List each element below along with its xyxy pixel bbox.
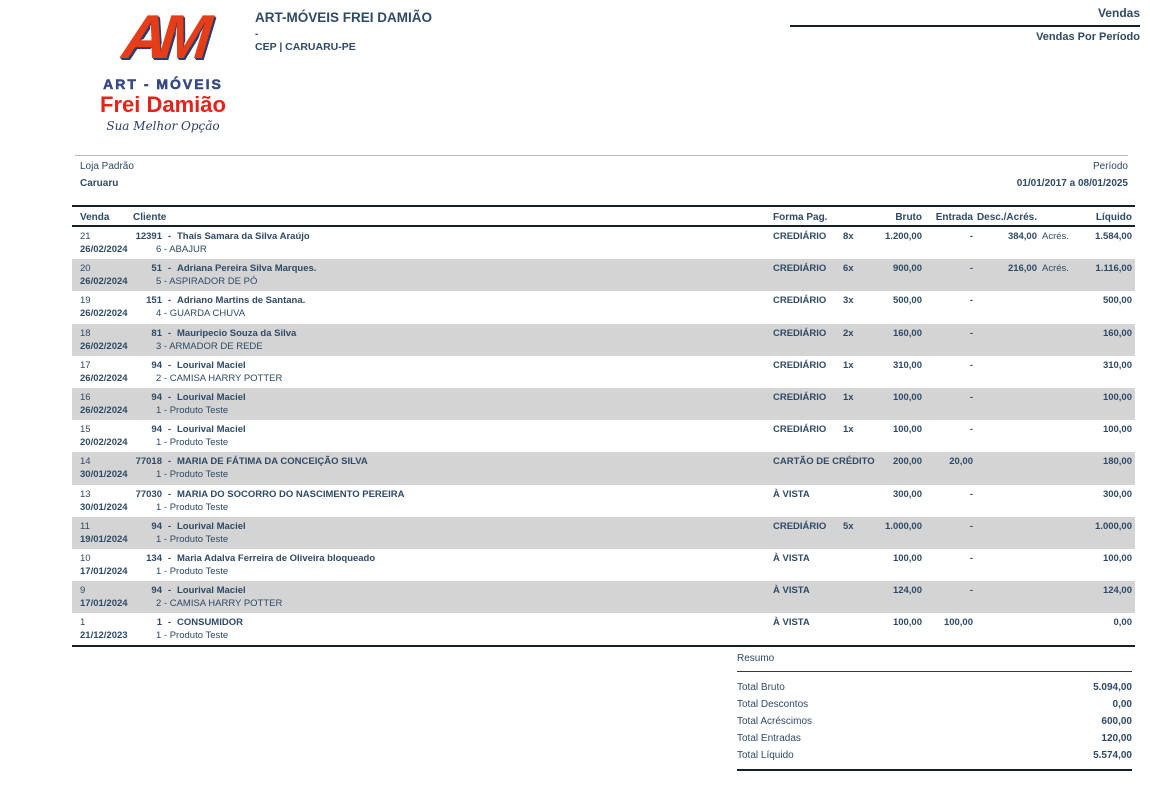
net-value: 180,00: [1102, 456, 1132, 468]
net-value: 1.584,00: [1095, 231, 1132, 242]
client-dash: -: [168, 617, 172, 629]
summary-row: [737, 679, 1132, 696]
net-value: 310,00: [1102, 359, 1132, 371]
client-dash: -: [168, 585, 172, 597]
payment-method: CREDIÁRIO: [773, 424, 827, 436]
client-code: 1: [156, 617, 162, 629]
net-value: 500,00: [1102, 295, 1132, 307]
client-dash: -: [168, 327, 172, 339]
sale-number: 15: [80, 424, 91, 436]
payment-method: CREDIÁRIO: [773, 359, 827, 371]
table-row: [72, 227, 1135, 259]
surcharge-label: Acrés.: [1042, 263, 1069, 275]
table-row: [72, 388, 1135, 420]
client-code: 134: [146, 552, 162, 564]
col-header-bruto: Bruto: [895, 212, 922, 223]
table-row: [72, 517, 1135, 549]
client-code: 94: [151, 359, 162, 371]
client-code: 77030: [135, 488, 162, 500]
gross-value: 310,00: [892, 359, 922, 371]
product-line: 2 - CAMISA HARRY POTTER: [156, 598, 283, 610]
client-dash: -: [168, 391, 172, 403]
summary-row: [737, 747, 1132, 764]
sale-number: 17: [80, 359, 91, 371]
client-name: Lourival Maciel: [177, 585, 246, 597]
payment-method: CREDIÁRIO: [773, 520, 827, 532]
down-payment-value: -: [969, 327, 973, 339]
down-payment-value: -: [969, 295, 973, 307]
gross-value: 200,00: [892, 456, 922, 468]
client-name: Lourival Maciel: [177, 391, 246, 403]
installments: 3x: [843, 295, 854, 307]
company-logo: [88, 3, 238, 133]
sale-date: 26/02/2024: [80, 372, 128, 384]
payment-method: À VISTA: [773, 552, 810, 564]
summary-row: [737, 730, 1132, 747]
summary-panel: [737, 653, 1132, 771]
down-payment-value: -: [969, 552, 973, 564]
net-value: 160,00: [1102, 327, 1132, 339]
client-dash: -: [168, 231, 172, 242]
client-name: Thaís Samara da Silva Araújo: [177, 231, 310, 242]
store-label: Loja Padrão: [80, 161, 134, 172]
down-payment-value: -: [969, 488, 973, 500]
payment-method: CREDIÁRIO: [773, 327, 827, 339]
surcharge-label: Acrés.: [1042, 231, 1069, 242]
client-name: CONSUMIDOR: [177, 617, 243, 629]
product-line: 1 - Produto Teste: [156, 565, 229, 577]
sale-number: 13: [80, 488, 91, 500]
client-name: Adriana Pereira Silva Marques.: [177, 263, 317, 275]
payment-method: CREDIÁRIO: [773, 263, 827, 275]
company-dash: -: [255, 29, 259, 40]
installments: 6x: [843, 263, 854, 275]
client-dash: -: [168, 488, 172, 500]
gross-value: 160,00: [892, 327, 922, 339]
col-header-forma-pag: Forma Pag.: [773, 212, 828, 223]
client-code: 77018: [135, 456, 162, 468]
surcharge-value: 216,00: [1007, 263, 1037, 275]
client-name: MARIA DO SOCORRO DO NASCIMENTO PEREIRA: [177, 488, 405, 500]
gross-value: 124,00: [892, 585, 922, 597]
net-value: 0,00: [1113, 617, 1132, 629]
payment-method: CREDIÁRIO: [773, 295, 827, 307]
summary-value: 120,00: [1101, 733, 1132, 744]
store-value: Caruaru: [80, 178, 119, 189]
down-payment-value: -: [969, 424, 973, 436]
client-name: Maria Adalva Ferreira de Oliveira bloqueado: [177, 552, 376, 564]
installments: 5x: [843, 520, 854, 532]
client-code: 94: [151, 520, 162, 532]
company-address: CEP | CARUARU-PE: [255, 41, 356, 53]
sale-date: 17/01/2024: [80, 598, 128, 610]
down-payment-value: -: [969, 585, 973, 597]
down-payment-value: -: [969, 263, 973, 275]
client-name: Mauripecio Souza da Silva: [177, 327, 297, 339]
product-line: 1 - Produto Teste: [156, 437, 229, 449]
product-line: 1 - Produto Teste: [156, 630, 229, 642]
net-value: 100,00: [1102, 391, 1132, 403]
client-code: 94: [151, 391, 162, 403]
sale-date: 20/02/2024: [80, 437, 128, 449]
gross-value: 100,00: [892, 424, 922, 436]
client-code: 151: [146, 295, 162, 307]
payment-method: À VISTA: [773, 617, 810, 629]
down-payment-value: 100,00: [943, 617, 973, 629]
logo-brand-line1: ART - MÓVEIS: [103, 76, 223, 92]
client-name: Lourival Maciel: [177, 424, 246, 436]
report-heading: [790, 6, 1140, 43]
logo-tagline: Sua Melhor Opção: [106, 119, 220, 133]
sale-date: 19/01/2024: [80, 533, 128, 545]
down-payment-value: -: [969, 520, 973, 532]
installments: 2x: [843, 327, 854, 339]
summary-value: 5.094,00: [1093, 682, 1132, 693]
client-code: 94: [151, 585, 162, 597]
sale-number: 18: [80, 327, 91, 339]
gross-value: 900,00: [892, 263, 922, 275]
client-dash: -: [168, 456, 172, 468]
client-dash: -: [168, 359, 172, 371]
net-value: 300,00: [1102, 488, 1132, 500]
client-code: 12391: [135, 231, 162, 242]
gross-value: 100,00: [892, 391, 922, 403]
product-line: 5 - ASPIRADOR DE PÓ: [156, 276, 258, 288]
net-value: 100,00: [1102, 552, 1132, 564]
down-payment-value: -: [969, 231, 973, 242]
payment-method: À VISTA: [773, 488, 810, 500]
summary-row: [737, 696, 1132, 713]
net-value: 1.116,00: [1095, 263, 1132, 275]
sale-date: 30/01/2024: [80, 469, 128, 481]
summary-value: 600,00: [1101, 716, 1132, 727]
sale-date: 26/02/2024: [80, 340, 128, 352]
product-line: 1 - Produto Teste: [156, 501, 229, 513]
summary-label: Total Líquido: [737, 750, 794, 761]
payment-method: CARTÃO DE CRÉDITO: [773, 456, 875, 468]
client-code: 81: [151, 327, 162, 339]
sale-number: 21: [80, 231, 91, 242]
client-dash: -: [168, 520, 172, 532]
table-row: [72, 420, 1135, 452]
client-code: 51: [151, 263, 162, 275]
installments: 8x: [843, 231, 854, 242]
sale-number: 19: [80, 295, 91, 307]
gross-value: 1.000,00: [885, 520, 922, 532]
period-label: Período: [1092, 161, 1128, 172]
client-dash: -: [168, 424, 172, 436]
logo-monogram: AM: [119, 3, 207, 72]
net-value: 1.000,00: [1095, 520, 1132, 532]
net-value: 100,00: [1102, 424, 1132, 436]
sale-number: 20: [80, 263, 91, 275]
gross-value: 100,00: [892, 552, 922, 564]
payment-method: À VISTA: [773, 585, 810, 597]
logo-brand-line2: Frei Damião: [100, 92, 226, 117]
sale-number: 11: [80, 520, 90, 532]
gross-value: 500,00: [892, 295, 922, 307]
net-value: 124,00: [1102, 585, 1132, 597]
table-row: [72, 452, 1135, 484]
table-row: [72, 259, 1135, 291]
table-row: [72, 485, 1135, 517]
installments: 1x: [843, 424, 854, 436]
filters-divider: [75, 155, 1128, 156]
sale-number: 9: [80, 585, 86, 597]
summary-value: 0,00: [1112, 699, 1132, 710]
table-row: [72, 324, 1135, 356]
table-row: [72, 549, 1135, 581]
summary-items: [737, 679, 1132, 771]
sale-date: 17/01/2024: [80, 565, 128, 577]
client-name: Adriano Martins de Santana.: [177, 295, 306, 307]
report-module: Vendas: [790, 6, 1140, 27]
summary-label: Total Acréscimos: [737, 716, 813, 727]
client-name: Lourival Maciel: [177, 520, 246, 532]
sale-date: 21/12/2023: [80, 630, 128, 642]
sale-date: 26/02/2024: [80, 276, 128, 288]
product-line: 1 - Produto Teste: [156, 533, 229, 545]
table-row: [72, 356, 1135, 388]
summary-label: Total Bruto: [737, 682, 785, 693]
payment-method: CREDIÁRIO: [773, 391, 827, 403]
down-payment-value: -: [969, 359, 973, 371]
summary-label: Total Descontos: [737, 699, 809, 710]
gross-value: 1.200,00: [885, 231, 922, 242]
period-value: 01/01/2017 a 08/01/2025: [1016, 178, 1128, 189]
col-header-venda: Venda: [80, 212, 110, 223]
summary-label: Total Entradas: [737, 733, 801, 744]
summary-value: 5.574,00: [1093, 750, 1132, 761]
table-body: [72, 227, 1135, 647]
sale-date: 26/02/2024: [80, 244, 128, 255]
client-dash: -: [168, 552, 172, 564]
payment-method: CREDIÁRIO: [773, 231, 827, 242]
col-header-liquido: Líquido: [1095, 212, 1132, 223]
sale-date: 26/02/2024: [80, 404, 128, 416]
table-row: [72, 291, 1135, 323]
client-dash: -: [168, 295, 172, 307]
report-title: Vendas Por Período: [1036, 31, 1140, 43]
installments: 1x: [843, 359, 854, 371]
summary-title: Resumo: [737, 653, 1132, 672]
sale-number: 1: [80, 617, 86, 629]
down-payment-value: 20,00: [949, 456, 973, 468]
col-header-desc-acres: Desc./Acrés.: [976, 212, 1037, 223]
company-header: [255, 10, 432, 53]
table-row: [72, 613, 1135, 645]
col-header-cliente: Cliente: [133, 212, 167, 223]
sales-table: [72, 205, 1135, 647]
product-line: 1 - Produto Teste: [156, 469, 229, 481]
sale-date: 30/01/2024: [80, 501, 128, 513]
product-line: 2 - CAMISA HARRY POTTER: [156, 372, 283, 384]
product-line: 1 - Produto Teste: [156, 404, 229, 416]
sale-number: 14: [80, 456, 91, 468]
installments: 1x: [843, 391, 854, 403]
product-line: 6 - ABAJUR: [156, 244, 207, 255]
table-row: [72, 581, 1135, 613]
client-name: Lourival Maciel: [177, 359, 246, 371]
sale-number: 16: [80, 391, 91, 403]
product-line: 4 - GUARDA CHUVA: [156, 308, 246, 320]
company-name: ART-MÓVEIS FREI DAMIÃO: [255, 10, 433, 25]
gross-value: 100,00: [892, 617, 922, 629]
client-dash: -: [168, 263, 172, 275]
client-name: MARIA DE FÁTIMA DA CONCEIÇÃO SILVA: [177, 456, 368, 468]
product-line: 3 - ARMADOR DE REDE: [156, 340, 263, 352]
sale-date: 26/02/2024: [80, 308, 128, 320]
client-code: 94: [151, 424, 162, 436]
gross-value: 300,00: [892, 488, 922, 500]
sale-number: 10: [80, 552, 91, 564]
col-header-entrada: Entrada: [935, 212, 973, 223]
surcharge-value: 384,00: [1007, 231, 1037, 242]
down-payment-value: -: [969, 391, 973, 403]
table-header: [72, 205, 1135, 227]
summary-row: [737, 713, 1132, 730]
